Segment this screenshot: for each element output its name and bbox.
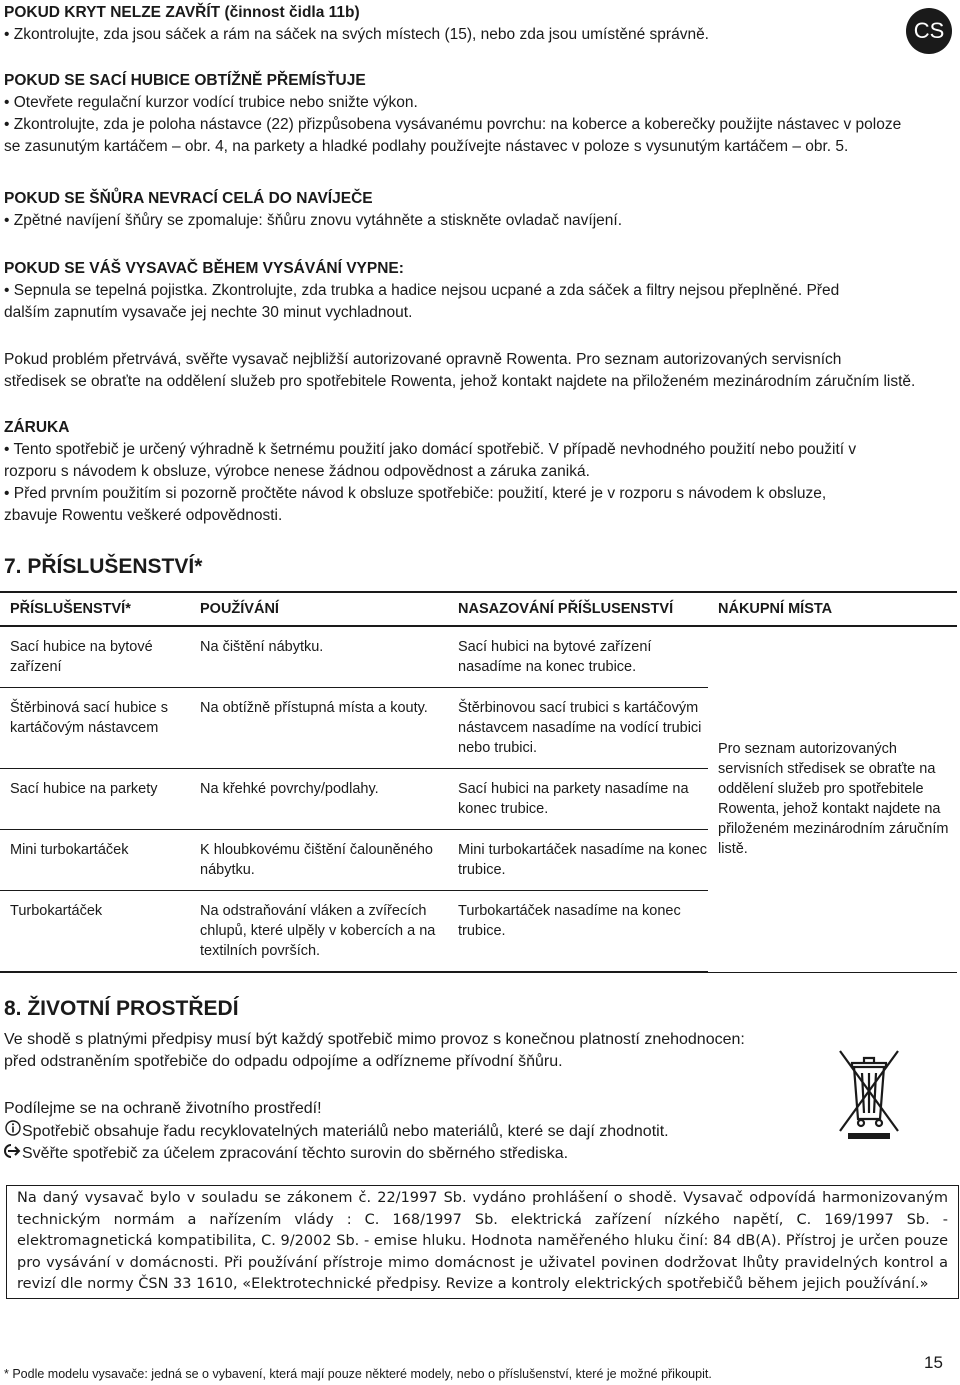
section-environment-tips [4, 1098, 669, 1165]
text-line: • Zkontrolujte, zda jsou sáček a rám na sáček na svých místech (15), nebo zda jsou umístěné správně. [4, 26, 709, 43]
table-cell: Mini turbokartáček [0, 830, 190, 891]
text-line: dalším zapnutím vysavače jej nechte 30 minut vychladnout. [4, 304, 413, 321]
section-nozzle [4, 70, 901, 158]
text-line: • Otevřete regulační kurzor vodící trubice nebo snižte výkon. [4, 94, 418, 111]
table-cell: Štěrbinová sací hubice s kartáčovým nástavcem [0, 688, 190, 769]
section-cord [4, 188, 622, 232]
table-cell: K hloubkovému čištění čalouněného nábytku. [190, 830, 448, 891]
table-row [0, 626, 957, 688]
recycle-line [4, 1143, 669, 1165]
table-cell: Na křehké povrchy/podlahy. [190, 769, 448, 830]
text-line: • Před prvním použitím si pozorně pročtěte návod k obsluze spotřebiče: použití, které je v rozporu s návodem k obsluze, [4, 485, 827, 502]
section-warranty [4, 417, 856, 527]
section-environment [4, 1029, 745, 1073]
protect-line: Podílejme se na ochraně životního prostředí! [4, 1100, 322, 1117]
compliance-box: Na daný vysavač bylo v souladu se zákonem č. 22/1997 Sb. vydáno prohlášení o shodě. Vysavač odpovídá harmonizovaným technickým normám a nařízením vlády : C. 168/1997 Sb. elektrická zařízení nízkého napětí, C. 169/1997 Sb. - elektromagnetická kompatibilita, C. 9/2002 Sb. - emise hluku. Hodnota naměřeného hluku činí: 84 dB(A). Přístroj je určen pouze pro vysávání v domácnosti. Při používání přístroje mimo domácnost je uživatel povinen dodržovat lhůty pravidelných kontrol a revizí dle normy ČSN 33 1610, «Elektrotechnické předpisy. Revize a kontroly elektrických spotřebičů během jejich používání.» [6, 1185, 959, 1299]
text-line: • Sepnula se tepelná pojistka. Zkontrolujte, zda trubka a hadice nejsou ucpané a zda sáček a filtry nejsou přeplněné. Před [4, 282, 840, 299]
section-title: POKUD SE VÁŠ VYSAVAČ BĚHEM VYSÁVÁNÍ VYPNE: [4, 260, 404, 277]
table-header-row [0, 592, 957, 626]
text-line: středisek se obraťte na oddělení služeb pro spotřebitele Rowenta, jehož kontakt najdete na přiloženém mezinárodním záručním listě. [4, 373, 916, 390]
text-line: Ve shodě s platnými předpisy musí být každý spotřebič mimo provoz s konečnou platností znehodnocen: [4, 1031, 745, 1048]
text-line: se zasunutým kartáčem – obr. 4, na parkety a hladké podlahy používejte nástavec v poloze s vysunutým kartáčem – obr. 5. [4, 138, 849, 155]
column-header: POUŽÍVÁNÍ [190, 592, 448, 626]
section-shutoff [4, 258, 839, 324]
accessories-title: 7. PŘÍSLUŠENSTVÍ* [4, 555, 203, 578]
language-badge: CS [906, 8, 952, 54]
accessories-table [0, 591, 957, 973]
table-cell: Sací hubici na bytové zařízení nasadíme na konec trubice. [448, 626, 708, 688]
table-cell: Na obtížně přístupná místa a kouty. [190, 688, 448, 769]
column-header: NÁKUPNÍ MÍSTA [708, 592, 957, 626]
section-title: POKUD KRYT NELZE ZAVŘÍT (činnost čidla 11b) [4, 4, 360, 21]
table-cell: Sací hubici na parkety nasadíme na konec trubice. [448, 769, 708, 830]
crossed-out-bin-icon [834, 1045, 904, 1148]
text-line: rozporu s návodem k obsluze, výrobce nenese žádnou odpovědnost a záruka zaniká. [4, 463, 590, 480]
text-line: • Tento spotřebič je určený výhradně k šetrnému použití jako domácí spotřebič. V případě nevhodného použití nebo použití v [4, 441, 857, 458]
text-line: před odstraněním spotřebiče do odpadu odpojíme a odřízneme přívodní šňůru. [4, 1053, 563, 1070]
table-cell: Štěrbinovou sací trubici s kartáčovým nástavcem nasadíme na vodící trubici nebo trubici. [448, 688, 708, 769]
page-number: 15 [924, 1353, 943, 1372]
info-icon [4, 1120, 22, 1143]
info-line [4, 1120, 669, 1143]
table-cell: Mini turbokartáček nasadíme na konec trubice. [448, 830, 708, 891]
recycle-text: Svěřte spotřebič za účelem zpracování těchto surovin do sběrného střediska. [22, 1145, 569, 1162]
text-line: • Zkontrolujte, zda je poloha nástavce (22) přizpůsobena vysávanému povrchu: na koberce a koberečky použijte nástavec v poloze [4, 116, 902, 133]
section-cover [4, 2, 709, 46]
environment-title: 8. ŽIVOTNÍ PROSTŘEDÍ [4, 997, 239, 1020]
column-header: NASAZOVÁNÍ PŘÍŠLUSENSTVÍ [448, 592, 708, 626]
section-title: POKUD SE ŠŇŮRA NEVRACÍ CELÁ DO NAVÍJEČE [4, 190, 373, 207]
info-text: Spotřebič obsahuje řadu recyklovatelných materiálů nebo materiálů, které se dají zhodnotit. [22, 1123, 669, 1140]
text-line: • Zpětné navíjení šňůry se zpomaluje: šňůru znovu vytáhněte a stiskněte ovladač navíjení. [4, 212, 623, 229]
arrow-right-icon [4, 1143, 22, 1165]
text-line: zbavuje Rowentu veškeré odpovědnosti. [4, 507, 283, 524]
section-service [4, 349, 915, 393]
table-cell: Sací hubice na bytové zařízení [0, 626, 190, 688]
text-line: Pokud problém přetrvává, svěřte vysavač nejbližší autorizované opravně Rowenta. Pro seznam autorizovaných servisních [4, 351, 842, 368]
section-title: POKUD SE SACÍ HUBICE OBTÍŽNĚ PŘEMÍSŤUJE [4, 72, 366, 89]
table-cell: Na odstraňování vláken a zvířecích chlupů, které ulpěly v kobercích a na textilních površích. [190, 891, 448, 973]
column-header: PŘÍSLUŠENSTVÍ* [0, 592, 190, 626]
footnote: * Podle modelu vysavače: jedná se o vybavení, která mají pouze některé modely, nebo o příslušenství, které je možné přikoupit. [4, 1367, 712, 1381]
purchase-cell: Pro seznam autorizovaných servisních středisek se obraťte na oddělení služeb pro spotřebitele Rowenta, jehož kontakt najdete na přiloženém mezinárodním záručním listě. [708, 626, 957, 972]
section-title: ZÁRUKA [4, 419, 70, 436]
table-cell: Turbokartáček nasadíme na konec trubice. [448, 891, 708, 973]
table-cell: Sací hubice na parkety [0, 769, 190, 830]
table-cell: Na čištění nábytku. [190, 626, 448, 688]
table-cell: Turbokartáček [0, 891, 190, 973]
